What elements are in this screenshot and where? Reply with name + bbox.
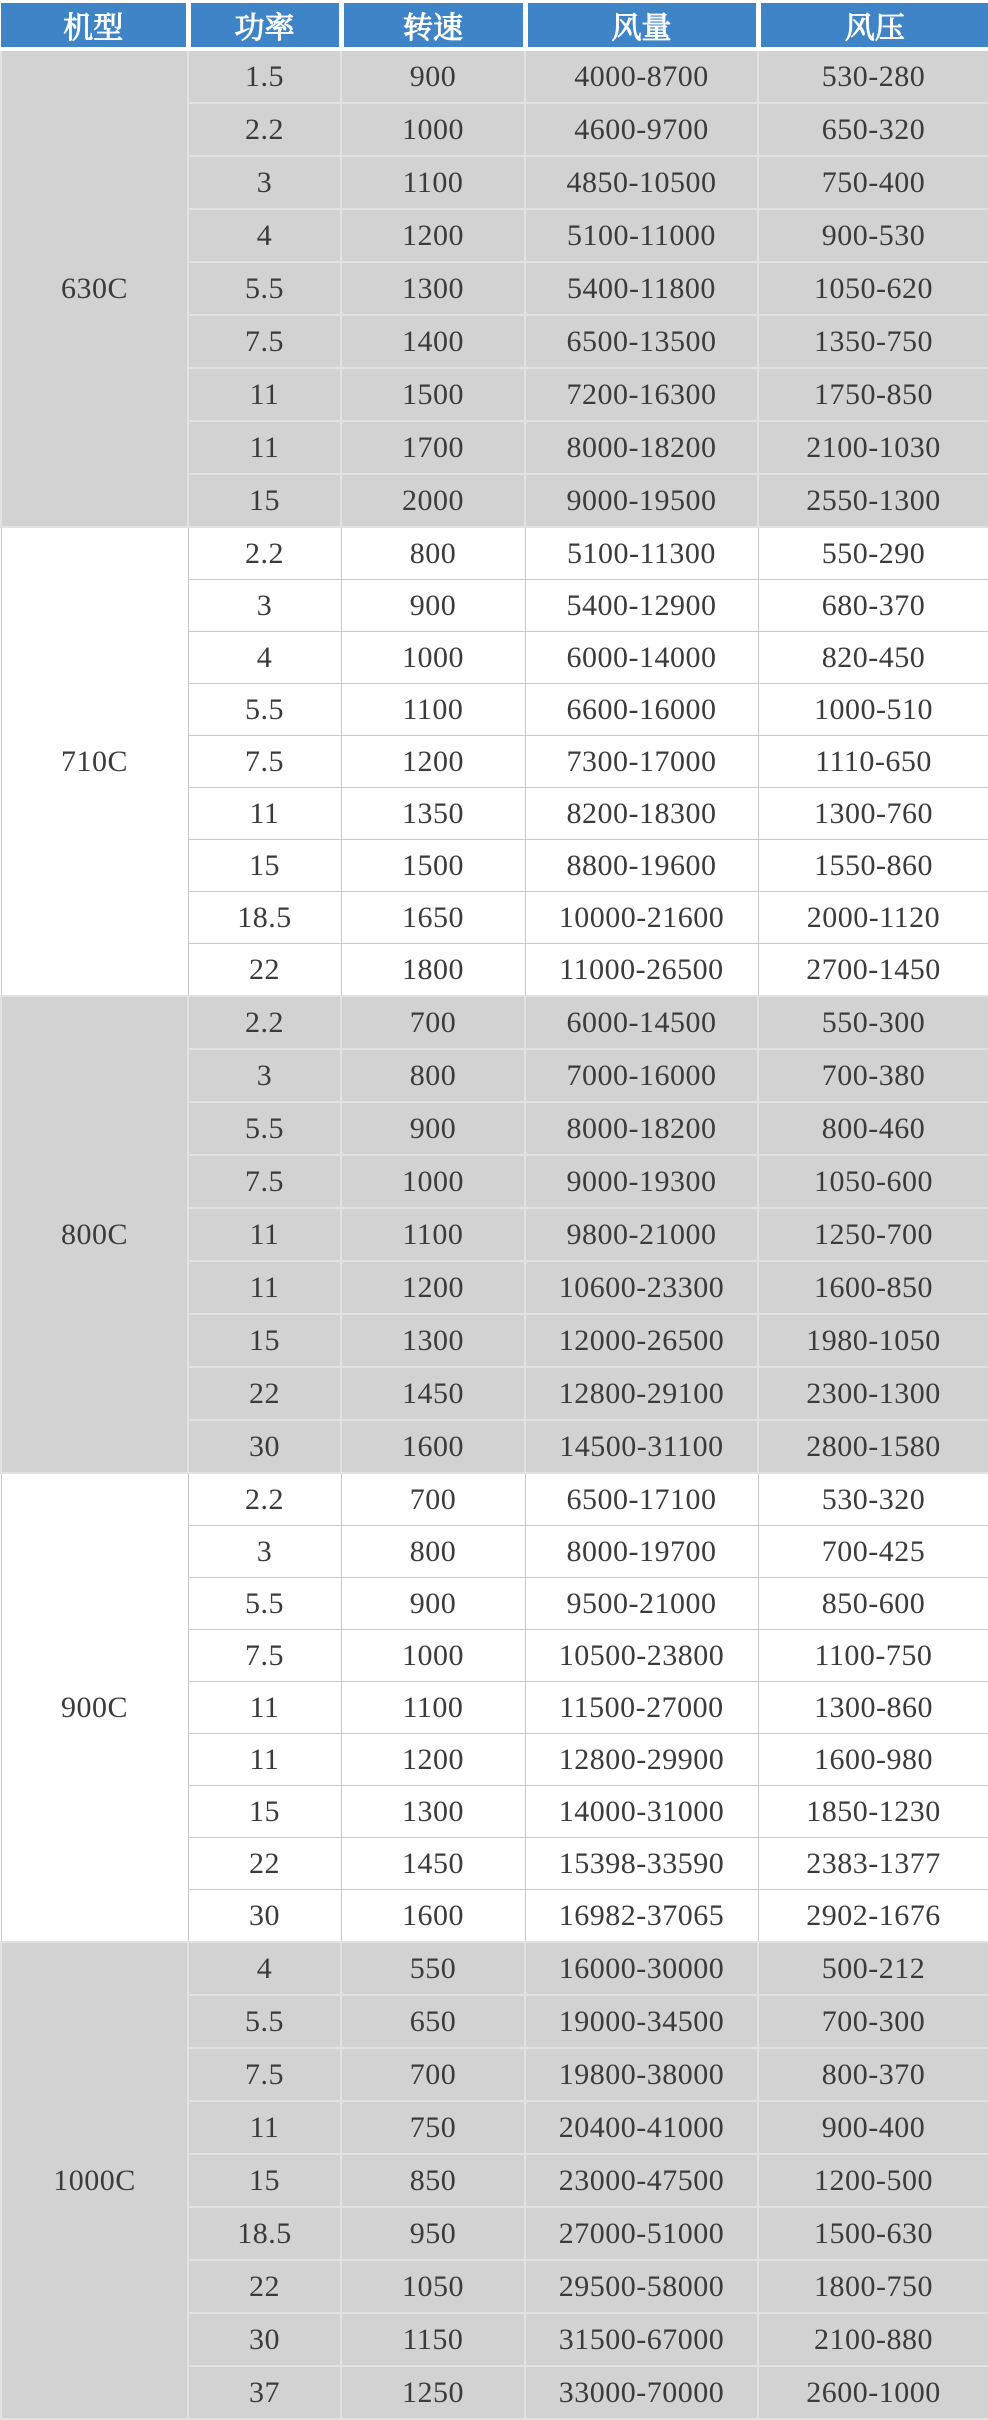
pressure-cell: 650-320: [758, 103, 988, 156]
pressure-cell: 1000-510: [758, 684, 988, 736]
column-header-airflow: 风量: [525, 3, 758, 49]
airflow-cell: 5100-11000: [525, 209, 758, 262]
pressure-cell: 1050-600: [758, 1155, 988, 1208]
model-group-cell: 1000C: [1, 1942, 188, 2419]
pressure-cell: 2600-1000: [758, 2366, 988, 2419]
power-cell: 1.5: [188, 49, 341, 103]
power-cell: 18.5: [188, 2207, 341, 2260]
pressure-cell: 750-400: [758, 156, 988, 209]
pressure-cell: 2800-1580: [758, 1420, 988, 1473]
speed-cell: 1300: [341, 262, 525, 315]
spec-table-header: [1, 3, 988, 49]
airflow-cell: 6600-16000: [525, 684, 758, 736]
airflow-cell: 10500-23800: [525, 1630, 758, 1682]
pressure-cell: 2300-1300: [758, 1367, 988, 1420]
airflow-cell: 9000-19300: [525, 1155, 758, 1208]
power-cell: 22: [188, 1367, 341, 1420]
power-cell: 7.5: [188, 1630, 341, 1682]
column-header-pressure: 风压: [758, 3, 988, 49]
speed-cell: 1500: [341, 368, 525, 421]
speed-cell: 700: [341, 1473, 525, 1526]
power-cell: 7.5: [188, 736, 341, 788]
speed-cell: 800: [341, 527, 525, 580]
model-group-cell: 800C: [1, 996, 188, 1473]
speed-cell: 1100: [341, 1682, 525, 1734]
pressure-cell: 1300-860: [758, 1682, 988, 1734]
power-cell: 22: [188, 1838, 341, 1890]
pressure-cell: 850-600: [758, 1578, 988, 1630]
speed-cell: 1250: [341, 2366, 525, 2419]
pressure-cell: 700-380: [758, 1049, 988, 1102]
airflow-cell: 10000-21600: [525, 892, 758, 944]
pressure-cell: 1050-620: [758, 262, 988, 315]
airflow-cell: 6000-14500: [525, 996, 758, 1049]
airflow-cell: 4850-10500: [525, 156, 758, 209]
speed-cell: 1200: [341, 736, 525, 788]
pressure-cell: 1600-850: [758, 1261, 988, 1314]
power-cell: 4: [188, 209, 341, 262]
pressure-cell: 550-300: [758, 996, 988, 1049]
power-cell: 30: [188, 1420, 341, 1473]
pressure-cell: 2700-1450: [758, 944, 988, 997]
airflow-cell: 8000-19700: [525, 1526, 758, 1578]
power-cell: 15: [188, 840, 341, 892]
airflow-cell: 12800-29100: [525, 1367, 758, 1420]
speed-cell: 650: [341, 1995, 525, 2048]
pressure-cell: 1350-750: [758, 315, 988, 368]
pressure-cell: 1500-630: [758, 2207, 988, 2260]
power-cell: 15: [188, 2154, 341, 2207]
airflow-cell: 4600-9700: [525, 103, 758, 156]
airflow-cell: 6500-13500: [525, 315, 758, 368]
speed-cell: 1100: [341, 684, 525, 736]
power-cell: 2.2: [188, 527, 341, 580]
table-row: [1, 1473, 988, 1526]
pressure-cell: 2100-1030: [758, 421, 988, 474]
pressure-cell: 2383-1377: [758, 1838, 988, 1890]
power-cell: 3: [188, 1049, 341, 1102]
airflow-cell: 19800-38000: [525, 2048, 758, 2101]
power-cell: 7.5: [188, 315, 341, 368]
speed-cell: 900: [341, 580, 525, 632]
speed-cell: 550: [341, 1942, 525, 1995]
airflow-cell: 7000-16000: [525, 1049, 758, 1102]
spec-table-body: [1, 49, 988, 2419]
airflow-cell: 14000-31000: [525, 1786, 758, 1838]
power-cell: 2.2: [188, 996, 341, 1049]
speed-cell: 1300: [341, 1786, 525, 1838]
power-cell: 7.5: [188, 1155, 341, 1208]
speed-cell: 1000: [341, 632, 525, 684]
airflow-cell: 12800-29900: [525, 1734, 758, 1786]
column-header-model: 机型: [1, 3, 188, 49]
column-header-power: 功率: [188, 3, 341, 49]
model-group-cell: 630C: [1, 49, 188, 527]
speed-cell: 1200: [341, 1261, 525, 1314]
airflow-cell: 7200-16300: [525, 368, 758, 421]
power-cell: 37: [188, 2366, 341, 2419]
airflow-cell: 11000-26500: [525, 944, 758, 997]
pressure-cell: 1110-650: [758, 736, 988, 788]
power-cell: 30: [188, 1890, 341, 1943]
power-cell: 15: [188, 474, 341, 527]
power-cell: 5.5: [188, 684, 341, 736]
pressure-cell: 530-280: [758, 49, 988, 103]
pressure-cell: 2902-1676: [758, 1890, 988, 1943]
speed-cell: 950: [341, 2207, 525, 2260]
power-cell: 4: [188, 632, 341, 684]
power-cell: 11: [188, 421, 341, 474]
pressure-cell: 800-460: [758, 1102, 988, 1155]
power-cell: 11: [188, 788, 341, 840]
power-cell: 15: [188, 1786, 341, 1838]
speed-cell: 1000: [341, 103, 525, 156]
airflow-cell: 6500-17100: [525, 1473, 758, 1526]
table-row: [1, 49, 988, 103]
speed-cell: 700: [341, 2048, 525, 2101]
pressure-cell: 820-450: [758, 632, 988, 684]
power-cell: 5.5: [188, 1102, 341, 1155]
table-row: [1, 527, 988, 580]
pressure-cell: 1550-860: [758, 840, 988, 892]
speed-cell: 1350: [341, 788, 525, 840]
power-cell: 5.5: [188, 1578, 341, 1630]
table-row: [1, 1942, 988, 1995]
table-row: [1, 996, 988, 1049]
speed-cell: 900: [341, 1102, 525, 1155]
speed-cell: 1800: [341, 944, 525, 997]
speed-cell: 1100: [341, 1208, 525, 1261]
speed-cell: 1500: [341, 840, 525, 892]
airflow-cell: 16000-30000: [525, 1942, 758, 1995]
power-cell: 4: [188, 1942, 341, 1995]
pressure-cell: 2100-880: [758, 2313, 988, 2366]
spec-table: [0, 3, 988, 2420]
airflow-cell: 8800-19600: [525, 840, 758, 892]
airflow-cell: 9000-19500: [525, 474, 758, 527]
pressure-cell: 550-290: [758, 527, 988, 580]
airflow-cell: 7300-17000: [525, 736, 758, 788]
power-cell: 3: [188, 1526, 341, 1578]
airflow-cell: 12000-26500: [525, 1314, 758, 1367]
pressure-cell: 1980-1050: [758, 1314, 988, 1367]
pressure-cell: 900-530: [758, 209, 988, 262]
airflow-cell: 20400-41000: [525, 2101, 758, 2154]
airflow-cell: 5400-12900: [525, 580, 758, 632]
speed-cell: 750: [341, 2101, 525, 2154]
speed-cell: 1400: [341, 315, 525, 368]
speed-cell: 1450: [341, 1367, 525, 1420]
airflow-cell: 9800-21000: [525, 1208, 758, 1261]
pressure-cell: 700-425: [758, 1526, 988, 1578]
airflow-cell: 31500-67000: [525, 2313, 758, 2366]
speed-cell: 2000: [341, 474, 525, 527]
pressure-cell: 500-212: [758, 1942, 988, 1995]
airflow-cell: 6000-14000: [525, 632, 758, 684]
power-cell: 15: [188, 1314, 341, 1367]
pressure-cell: 900-400: [758, 2101, 988, 2154]
pressure-cell: 1300-760: [758, 788, 988, 840]
pressure-cell: 680-370: [758, 580, 988, 632]
speed-cell: 1450: [341, 1838, 525, 1890]
pressure-cell: 1200-500: [758, 2154, 988, 2207]
power-cell: 11: [188, 1208, 341, 1261]
speed-cell: 850: [341, 2154, 525, 2207]
power-cell: 22: [188, 2260, 341, 2313]
airflow-cell: 23000-47500: [525, 2154, 758, 2207]
speed-cell: 1650: [341, 892, 525, 944]
airflow-cell: 11500-27000: [525, 1682, 758, 1734]
power-cell: 18.5: [188, 892, 341, 944]
power-cell: 3: [188, 156, 341, 209]
pressure-cell: 2000-1120: [758, 892, 988, 944]
speed-cell: 1100: [341, 156, 525, 209]
speed-cell: 800: [341, 1049, 525, 1102]
airflow-cell: 8000-18200: [525, 421, 758, 474]
power-cell: 11: [188, 1734, 341, 1786]
airflow-cell: 5100-11300: [525, 527, 758, 580]
speed-cell: 1600: [341, 1420, 525, 1473]
power-cell: 3: [188, 580, 341, 632]
power-cell: 5.5: [188, 1995, 341, 2048]
power-cell: 7.5: [188, 2048, 341, 2101]
pressure-cell: 1750-850: [758, 368, 988, 421]
column-header-speed: 转速: [341, 3, 525, 49]
pressure-cell: 530-320: [758, 1473, 988, 1526]
speed-cell: 1150: [341, 2313, 525, 2366]
power-cell: 11: [188, 2101, 341, 2154]
airflow-cell: 16982-37065: [525, 1890, 758, 1943]
airflow-cell: 29500-58000: [525, 2260, 758, 2313]
airflow-cell: 9500-21000: [525, 1578, 758, 1630]
airflow-cell: 14500-31100: [525, 1420, 758, 1473]
speed-cell: 900: [341, 1578, 525, 1630]
power-cell: 30: [188, 2313, 341, 2366]
pressure-cell: 700-300: [758, 1995, 988, 2048]
pressure-cell: 1100-750: [758, 1630, 988, 1682]
pressure-cell: 2550-1300: [758, 474, 988, 527]
airflow-cell: 8200-18300: [525, 788, 758, 840]
power-cell: 11: [188, 1261, 341, 1314]
power-cell: 5.5: [188, 262, 341, 315]
speed-cell: 1200: [341, 1734, 525, 1786]
speed-cell: 1000: [341, 1155, 525, 1208]
speed-cell: 1050: [341, 2260, 525, 2313]
airflow-cell: 27000-51000: [525, 2207, 758, 2260]
speed-cell: 800: [341, 1526, 525, 1578]
airflow-cell: 8000-18200: [525, 1102, 758, 1155]
pressure-cell: 800-370: [758, 2048, 988, 2101]
airflow-cell: 33000-70000: [525, 2366, 758, 2419]
airflow-cell: 5400-11800: [525, 262, 758, 315]
header-row: [1, 3, 988, 49]
pressure-cell: 1850-1230: [758, 1786, 988, 1838]
airflow-cell: 4000-8700: [525, 49, 758, 103]
airflow-cell: 10600-23300: [525, 1261, 758, 1314]
speed-cell: 1000: [341, 1630, 525, 1682]
page: [0, 3, 988, 2420]
pressure-cell: 1800-750: [758, 2260, 988, 2313]
power-cell: 11: [188, 368, 341, 421]
speed-cell: 900: [341, 49, 525, 103]
model-group-cell: 710C: [1, 527, 188, 996]
power-cell: 11: [188, 1682, 341, 1734]
power-cell: 22: [188, 944, 341, 997]
power-cell: 2.2: [188, 103, 341, 156]
model-group-cell: 900C: [1, 1473, 188, 1942]
speed-cell: 1700: [341, 421, 525, 474]
airflow-cell: 19000-34500: [525, 1995, 758, 2048]
pressure-cell: 1250-700: [758, 1208, 988, 1261]
speed-cell: 700: [341, 996, 525, 1049]
power-cell: 2.2: [188, 1473, 341, 1526]
pressure-cell: 1600-980: [758, 1734, 988, 1786]
speed-cell: 1600: [341, 1890, 525, 1943]
speed-cell: 1300: [341, 1314, 525, 1367]
airflow-cell: 15398-33590: [525, 1838, 758, 1890]
speed-cell: 1200: [341, 209, 525, 262]
